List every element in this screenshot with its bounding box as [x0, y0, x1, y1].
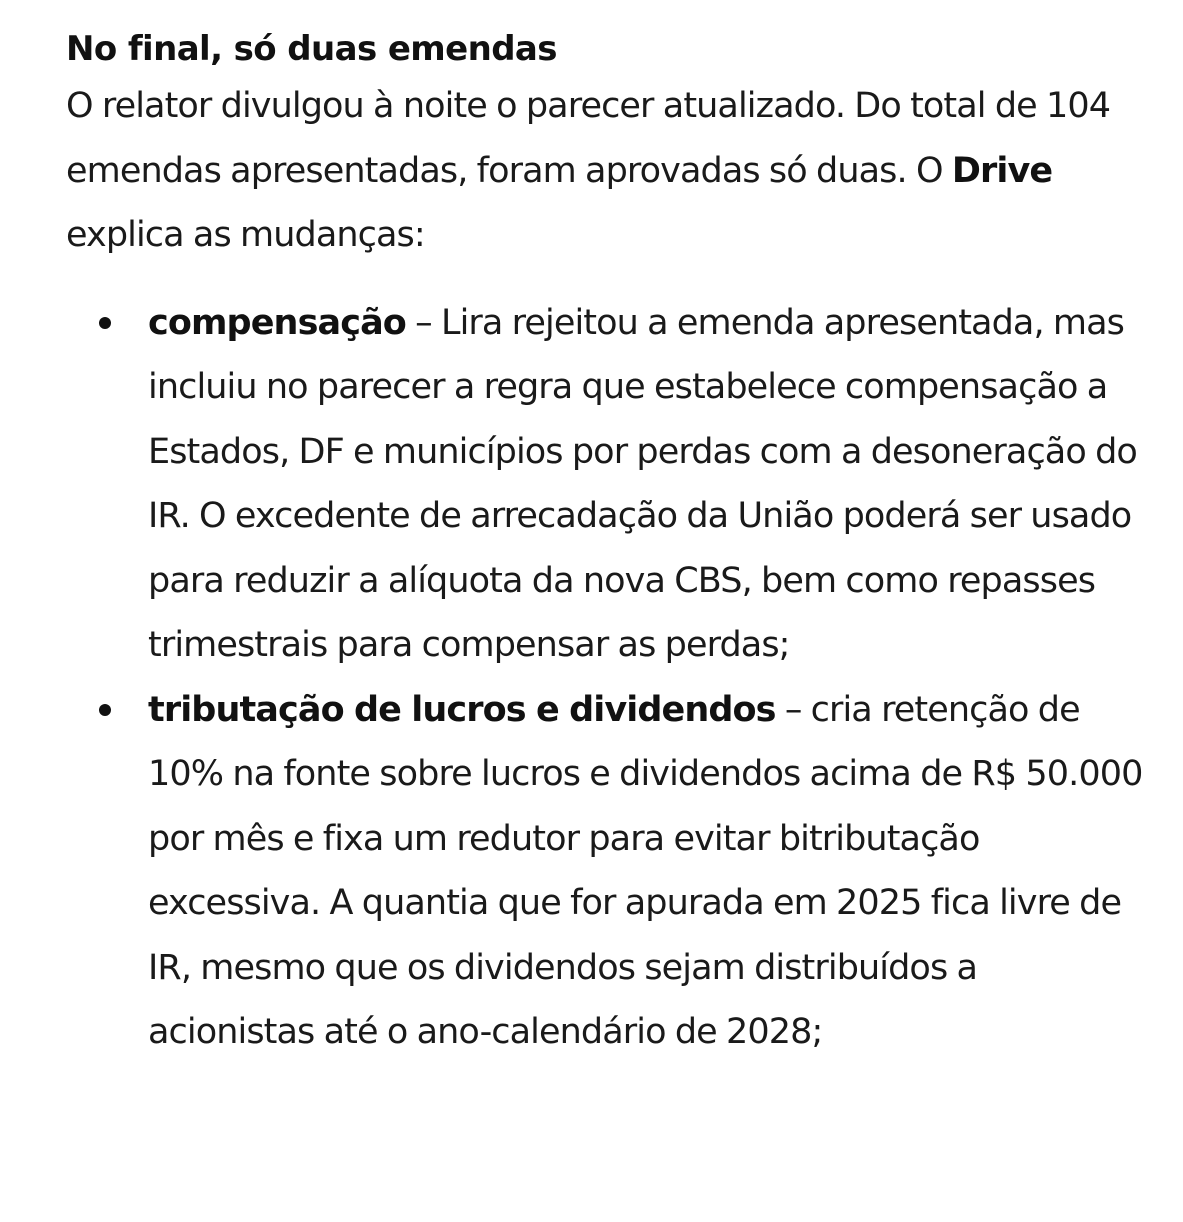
intro-text-before: O relator divulgou à noite o parecer atualizado. Do total de 104 emendas apresentadas, foram aprovadas só duas. O [66, 86, 1111, 191]
intro-text-after: explica as mudanças: [66, 215, 425, 255]
list-item-text: – Lira rejeitou a emenda apresentada, mas incluiu no parecer a regra que estabelece compensação a Estados, DF e municípios por perdas com a desoneração do IR. O excedente de arrecadação da União poderá ser usado para reduzir a alíquota da nova CBS, bem como repasses trimestrais para compensar as perdas; [148, 302, 1137, 665]
list-item-text: – cria retenção de 10% na fonte sobre lucros e dividendos acima de R$ 50.000 por mês e fixa um redutor para evitar bitributação excessiva. A quantia que for apurada em 2025 fica livre de IR, mesmo que os dividendos sejam distribuídos a acionistas até o ano-calendário de 2028; [148, 689, 1143, 1052]
list-item-term: tributação de lucros e dividendos [148, 689, 776, 730]
article-section [66, 26, 1146, 1065]
brand-name: Drive [951, 150, 1053, 191]
list-item [66, 678, 1146, 1065]
intro-paragraph [66, 74, 1146, 268]
bullet-icon [99, 317, 111, 329]
bullet-icon [99, 704, 111, 716]
changes-list [66, 291, 1146, 1065]
section-heading: No final, só duas emendas [66, 29, 557, 69]
list-item [66, 291, 1146, 678]
list-item-term: compensação [148, 302, 406, 343]
